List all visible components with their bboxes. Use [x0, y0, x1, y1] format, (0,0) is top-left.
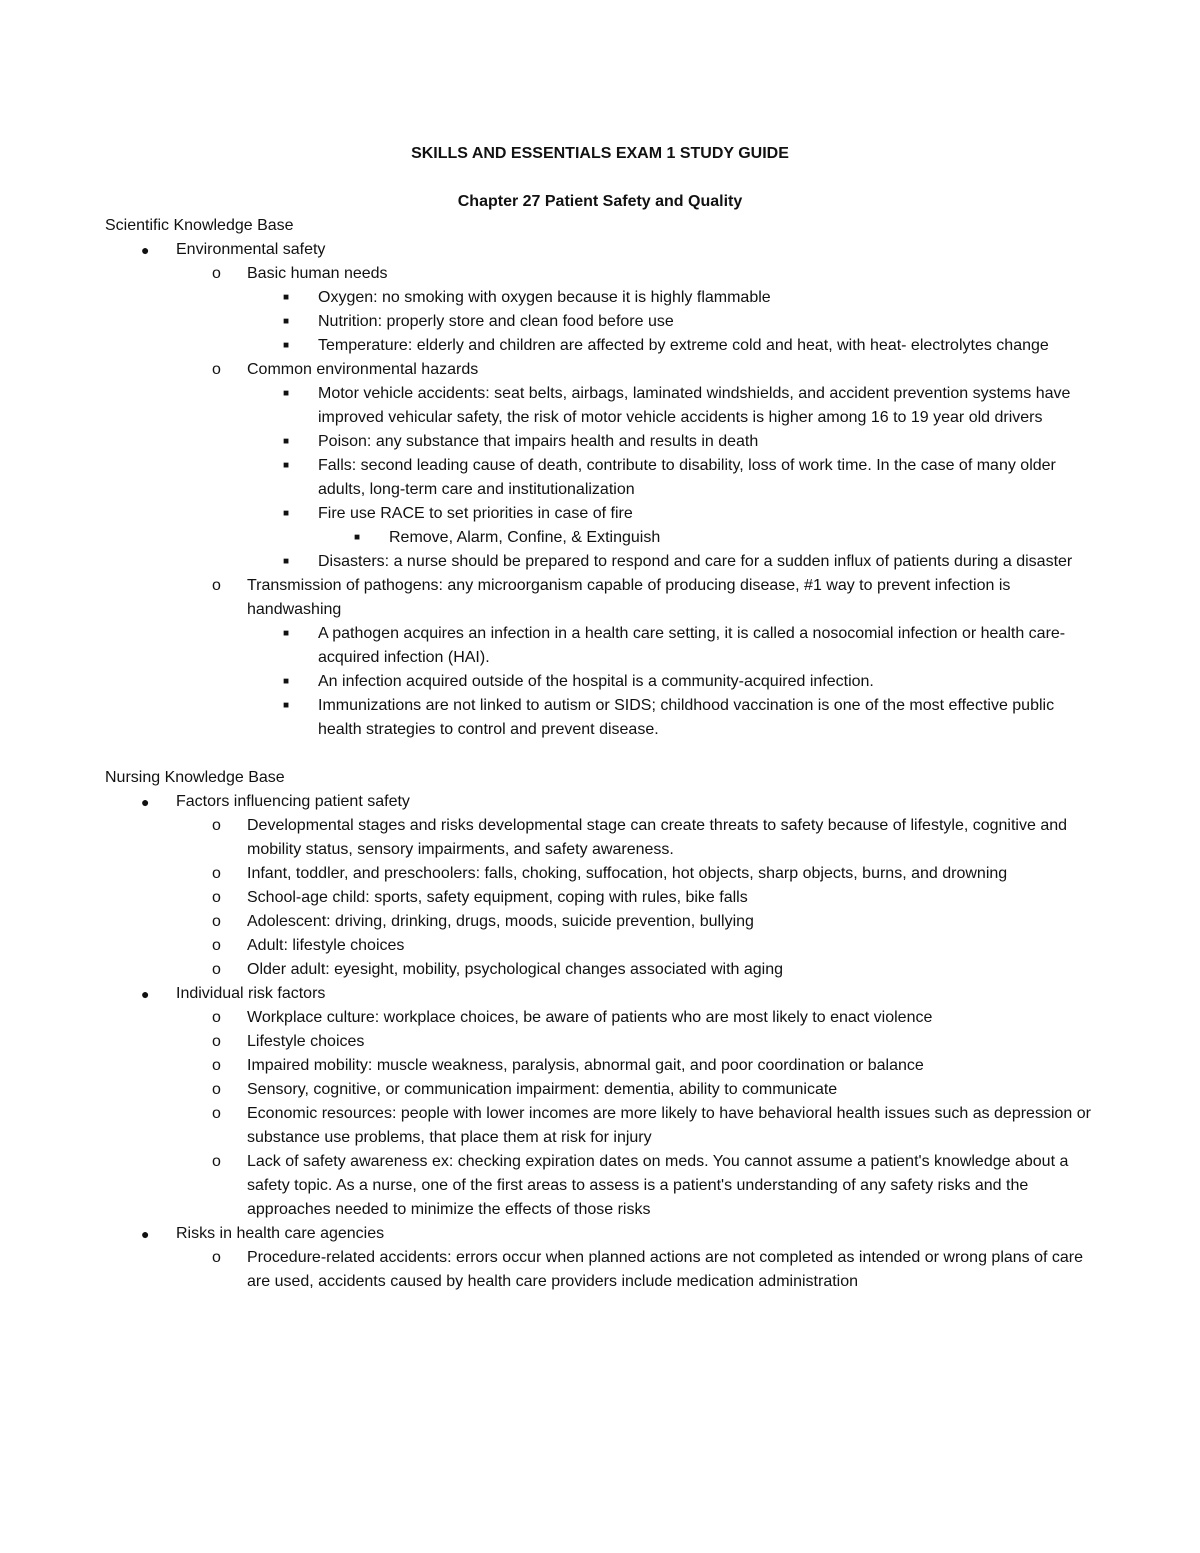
circle-marker: o — [212, 889, 221, 906]
list-item-text: Procedure-related accidents: errors occur when planned actions are not completed as intended or wrong plans of care are used, accidents caused by health care providers include medication administration — [247, 1249, 1084, 1290]
circle-marker: o — [212, 1009, 221, 1026]
circle-marker: o — [212, 1153, 221, 1170]
circle-marker: o — [212, 577, 221, 594]
list-item — [105, 1054, 1095, 1078]
list-item-text: A pathogen acquires an infection in a health care setting, it is called a nosocomial infection or health care-acquired infection (HAI). — [318, 625, 1066, 666]
document-title: SKILLS AND ESSENTIALS EXAM 1 STUDY GUIDE — [411, 145, 789, 162]
list-item-text: Sensory, cognitive, or communication impairment: dementia, ability to communicate — [247, 1081, 838, 1098]
list-item-text: An infection acquired outside of the hospital is a community-acquired infection. — [318, 673, 874, 690]
square-marker: ■ — [283, 388, 290, 399]
list-item-text: Developmental stages and risks developmental stage can create threats to safety because of lifestyle, cognitive and mobility status, sensory impairments, and safety awareness. — [247, 817, 1068, 858]
list-item-text: Motor vehicle accidents: seat belts, airbags, laminated windshields, and accident prevention systems have improved vehicular safety, the risk of motor vehicle accidents is higher among 16 to 19 year old drivers — [318, 385, 1071, 426]
square-marker: ■ — [283, 676, 290, 687]
circle-marker: o — [212, 1081, 221, 1098]
list-item — [105, 886, 1095, 910]
square-marker: ■ — [283, 340, 290, 351]
circle-marker: o — [212, 361, 221, 378]
square-marker: ■ — [283, 508, 290, 519]
circle-marker: o — [212, 1057, 221, 1074]
list-item — [105, 526, 1095, 550]
list-item-text: Older adult: eyesight, mobility, psychological changes associated with aging — [247, 961, 783, 978]
circle-marker: o — [212, 961, 221, 978]
square-marker: ■ — [283, 436, 290, 447]
square-marker: ■ — [283, 460, 290, 471]
list-item — [105, 1078, 1095, 1102]
bullet-marker: ● — [141, 986, 150, 1002]
list-item — [105, 1246, 1095, 1294]
bullet-marker: ● — [141, 1226, 150, 1242]
list-item-text: Remove, Alarm, Confine, & Extinguish — [389, 529, 661, 546]
list-item — [105, 958, 1095, 982]
list-item — [105, 670, 1095, 694]
list-item — [105, 382, 1095, 430]
list-item — [105, 262, 1095, 286]
circle-marker: o — [212, 1105, 221, 1122]
list-item — [105, 1006, 1095, 1030]
list-item-text: Nutrition: properly store and clean food before use — [318, 313, 674, 330]
circle-marker: o — [212, 817, 221, 834]
list-item — [105, 790, 1095, 814]
circle-marker: o — [212, 1033, 221, 1050]
list-item — [105, 622, 1095, 670]
list-item-text: Infant, toddler, and preschoolers: falls, choking, suffocation, hot objects, sharp objects, burns, and drowning — [247, 865, 1008, 882]
list-item-text: Impaired mobility: muscle weakness, paralysis, abnormal gait, and poor coordination or balance — [247, 1057, 924, 1074]
section-heading: Scientific Knowledge Base — [105, 217, 294, 234]
list-item-text: Risks in health care agencies — [176, 1225, 385, 1242]
list-item-text: Workplace culture: workplace choices, be aware of patients who are most likely to enact violence — [247, 1009, 933, 1026]
list-item-text: Adult: lifestyle choices — [247, 937, 405, 954]
list-item — [105, 694, 1095, 742]
square-marker: ■ — [283, 556, 290, 567]
list-item-text: Common environmental hazards — [247, 361, 479, 378]
list-item-text: Adolescent: driving, drinking, drugs, moods, suicide prevention, bullying — [247, 913, 754, 930]
list-item-text: Oxygen: no smoking with oxygen because it is highly flammable — [318, 289, 771, 306]
list-item — [105, 550, 1095, 574]
list-item — [105, 1102, 1095, 1150]
list-item-text: Factors influencing patient safety — [176, 793, 410, 810]
list-item — [105, 910, 1095, 934]
list-item — [105, 1030, 1095, 1054]
square-marker: ■ — [283, 628, 290, 639]
list-item — [105, 982, 1095, 1006]
list-item — [105, 502, 1095, 526]
list-item-text: Transmission of pathogens: any microorganism capable of producing disease, #1 way to prevent infection is handwashing — [247, 577, 1011, 618]
list-item-text: Economic resources: people with lower incomes are more likely to have behavioral health issues such as depression or substance use problems, that place them at risk for injury — [247, 1105, 1091, 1146]
list-item — [105, 934, 1095, 958]
square-marker: ■ — [283, 316, 290, 327]
list-item-text: School-age child: sports, safety equipment, coping with rules, bike falls — [247, 889, 748, 906]
list-item-text: Disasters: a nurse should be prepared to respond and care for a sudden influx of patients during a disaster — [318, 553, 1073, 570]
list-item-text: Environmental safety — [176, 241, 326, 258]
study-guide-content — [105, 214, 1095, 1294]
list-item-text: Fire use RACE to set priorities in case of fire — [318, 505, 633, 522]
list-item — [105, 310, 1095, 334]
list-item-text: Lifestyle choices — [247, 1033, 365, 1050]
list-item — [105, 862, 1095, 886]
list-item — [105, 358, 1095, 382]
list-item-text: Individual risk factors — [176, 985, 326, 1002]
list-item-text: Basic human needs — [247, 265, 388, 282]
list-item-text: Temperature: elderly and children are affected by extreme cold and heat, with heat- electrolytes change — [318, 337, 1049, 354]
list-item — [105, 574, 1095, 622]
square-marker: ■ — [283, 700, 290, 711]
circle-marker: o — [212, 865, 221, 882]
list-item — [105, 430, 1095, 454]
list-item-text: Falls: second leading cause of death, contribute to disability, loss of work time. In the case of many older adults, long-term care and institutionalization — [318, 457, 1056, 498]
list-item — [105, 286, 1095, 310]
square-marker: ■ — [283, 292, 290, 303]
list-item-text: Lack of safety awareness ex: checking expiration dates on meds. You cannot assume a patient's knowledge about a safety topic. As a nurse, one of the first areas to assess is a patient's understanding of any safety risks and the approaches needed to minimize the effects of those risks — [247, 1153, 1069, 1218]
list-item — [105, 1150, 1095, 1222]
section-heading: Nursing Knowledge Base — [105, 769, 285, 786]
list-item — [105, 814, 1095, 862]
list-item-text: Poison: any substance that impairs health and results in death — [318, 433, 759, 450]
circle-marker: o — [212, 913, 221, 930]
square-marker: ■ — [354, 532, 361, 543]
chapter-title: Chapter 27 Patient Safety and Quality — [457, 193, 743, 210]
bullet-marker: ● — [141, 242, 150, 258]
circle-marker: o — [212, 937, 221, 954]
list-item-text: Immunizations are not linked to autism or SIDS; childhood vaccination is one of the most effective public health strategies to control and prevent disease. — [318, 697, 1055, 738]
list-item — [105, 454, 1095, 502]
list-item — [105, 238, 1095, 262]
section-spacer — [105, 742, 1095, 766]
circle-marker: o — [212, 1249, 221, 1266]
list-item — [105, 334, 1095, 358]
list-item — [105, 1222, 1095, 1246]
bullet-marker: ● — [141, 794, 150, 810]
circle-marker: o — [212, 265, 221, 282]
